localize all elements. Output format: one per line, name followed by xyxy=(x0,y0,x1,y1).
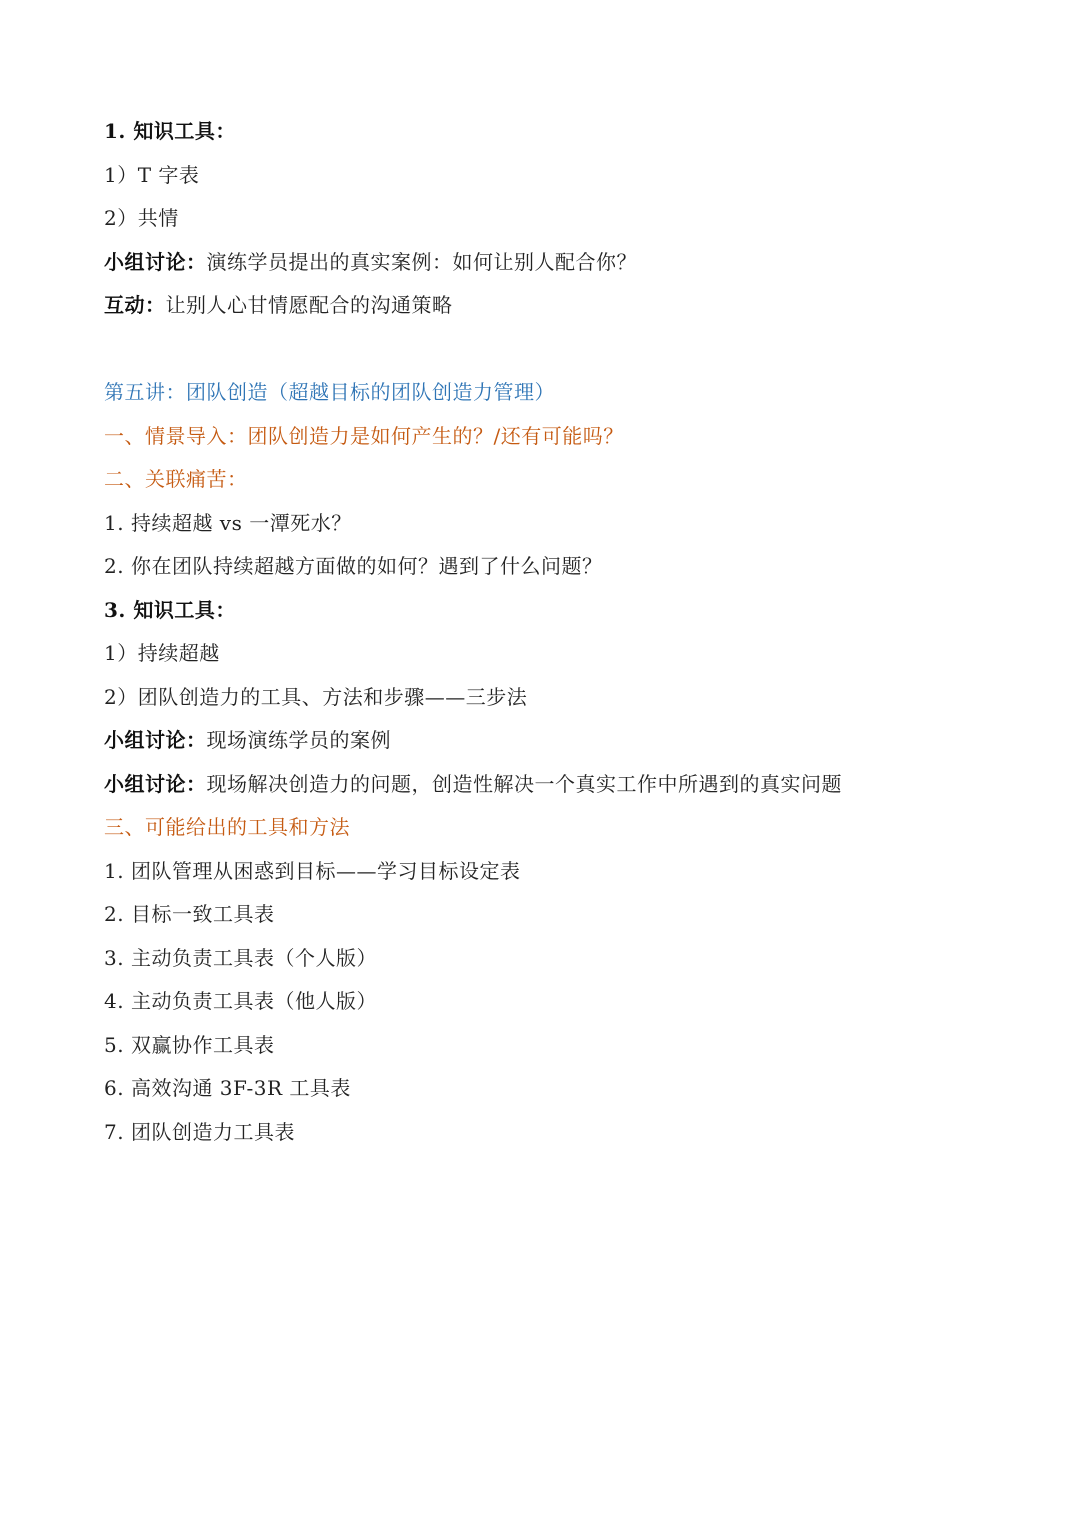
subheading-pain: 二、关联痛苦： xyxy=(104,467,248,491)
interaction-text: 让别人心甘情愿配合的沟通策略 xyxy=(165,293,453,317)
tool-item: 2. 目标一致工具表 xyxy=(104,902,275,926)
knowledge-tools-heading: 1. 知识工具： xyxy=(104,119,236,143)
subheading-scenario: 一、情景导入：团队创造力是如何产生的？/还有可能吗？ xyxy=(104,423,624,448)
interaction-line xyxy=(104,284,1004,328)
tool-item: 6. 高效沟通 3F-3R 工具表 xyxy=(104,1076,351,1100)
tool-item: 3. 主动负责工具表（个人版） xyxy=(104,945,377,970)
group-discussion-line xyxy=(104,763,1004,807)
list-item: 2）团队创造力的工具、方法和步骤——三步法 xyxy=(104,684,528,709)
group-discussion-label: 小组讨论： xyxy=(104,249,207,274)
document-page xyxy=(104,110,1004,1154)
list-item: 2）共情 xyxy=(104,206,179,230)
tool-item: 4. 主动负责工具表（他人版） xyxy=(104,989,377,1013)
group-discussion-text: 现场解决创造力的问题，创造性解决一个真实工作中所遇到的真实问题 xyxy=(206,771,842,796)
group-discussion-text: 演练学员提出的真实案例：如何让别人配合你？ xyxy=(206,249,637,274)
group-discussion-label: 小组讨论： xyxy=(104,771,207,796)
list-item: 1）T 字表 xyxy=(104,162,200,187)
section-title: 第五讲：团队创造（超越目标的团队创造力管理） xyxy=(104,380,555,404)
spacer xyxy=(104,328,1004,372)
subheading-tools: 三、可能给出的工具和方法 xyxy=(104,815,350,839)
list-item: 1. 持续超越 vs 一潭死水？ xyxy=(104,510,352,535)
tool-item: 1. 团队管理从困惑到目标——学习目标设定表 xyxy=(104,858,521,883)
tool-item: 5. 双赢协作工具表 xyxy=(104,1032,275,1057)
knowledge-tools-heading: 3. 知识工具： xyxy=(104,597,236,622)
list-item: 1）持续超越 xyxy=(104,641,220,665)
tool-item: 7. 团队创造力工具表 xyxy=(104,1119,295,1144)
group-discussion-line xyxy=(104,719,1004,763)
list-item: 2. 你在团队持续超越方面做的如何？遇到了什么问题？ xyxy=(104,554,603,578)
group-discussion-text: 现场演练学员的案例 xyxy=(206,728,391,752)
interaction-label: 互动： xyxy=(104,293,166,317)
group-discussion-line xyxy=(104,241,1004,285)
group-discussion-label: 小组讨论： xyxy=(104,728,207,752)
